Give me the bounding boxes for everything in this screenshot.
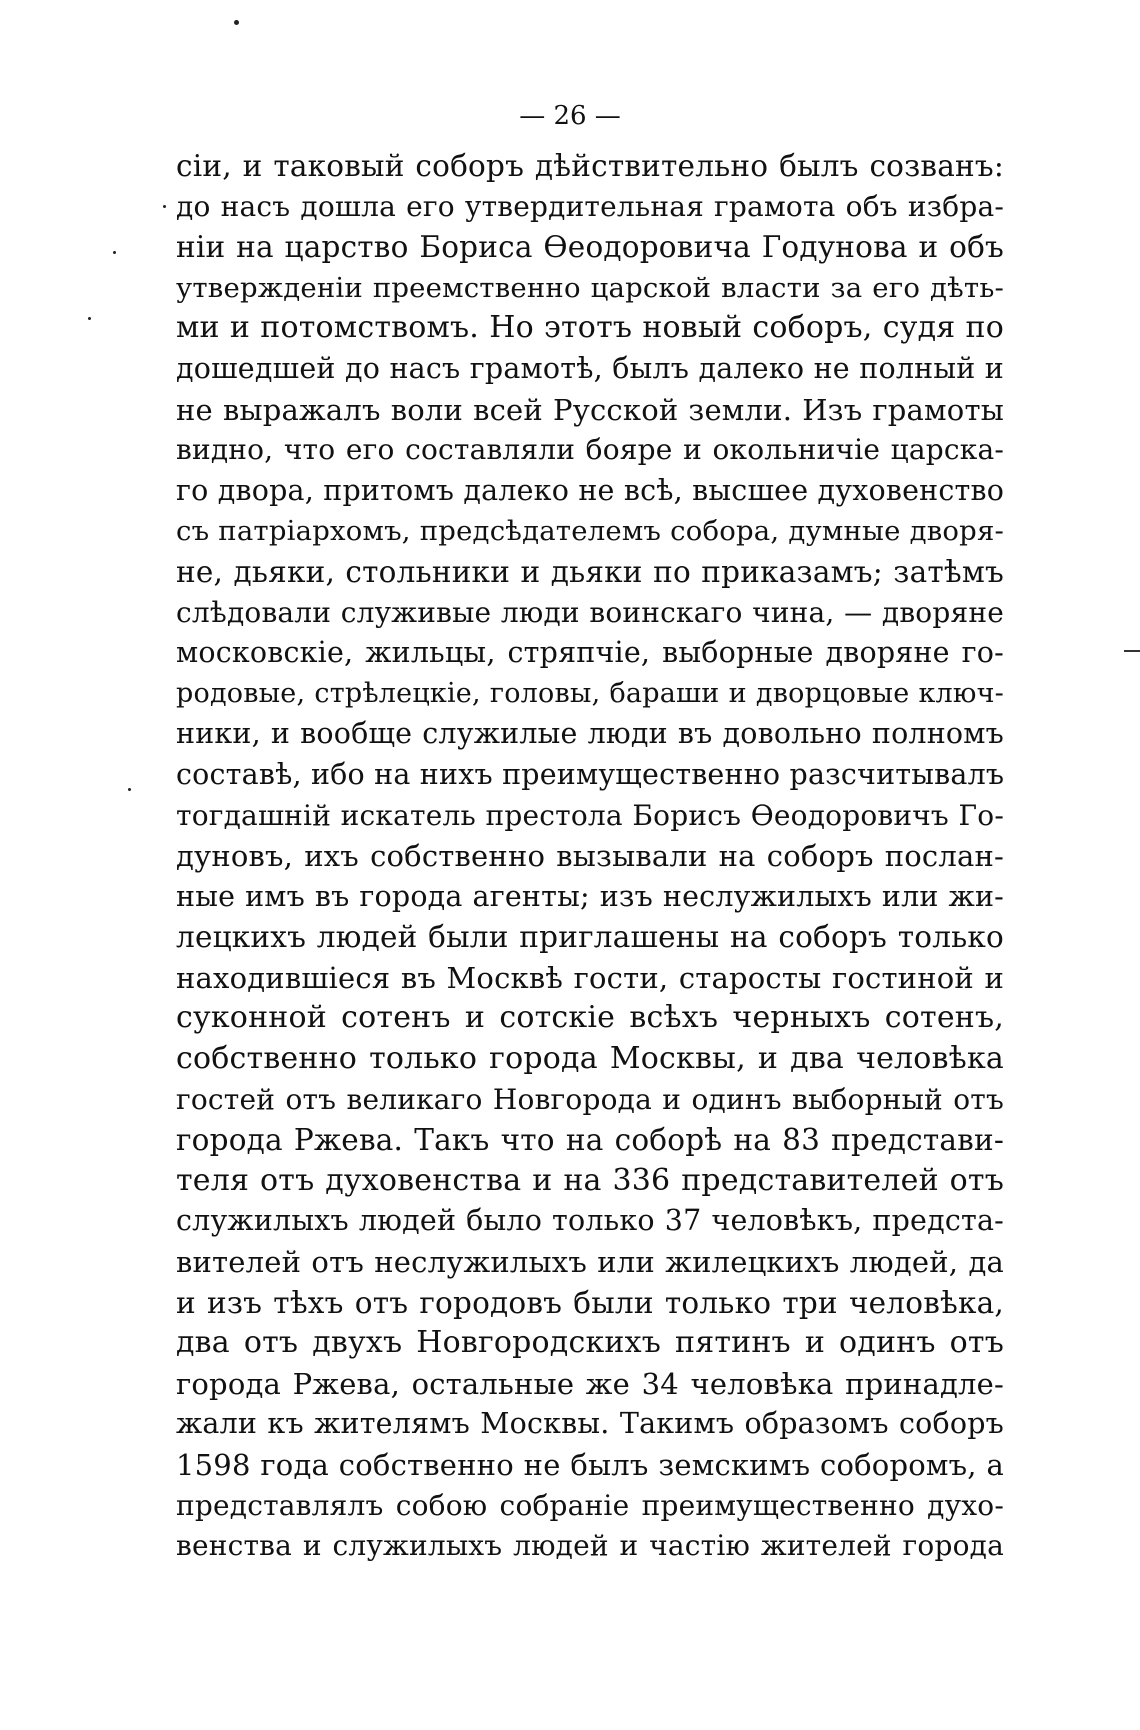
text-line: города Ржева. Такъ что на соборѣ на 83 представи- [176, 1123, 1004, 1158]
text-line: не, дьяки, стольники и дьяки по приказамъ; затѣмъ [176, 554, 1004, 589]
text-line: родовые, стрѣлецкіе, головы, бараши и дворцовые ключ- [176, 677, 1004, 709]
text-line: слѣдовали служивые люди воинскаго чина, — дворяне [176, 595, 1004, 629]
page-number: — 26 — [519, 101, 621, 131]
text-line: жали къ жителямъ Москвы. Такимъ образомъ соборъ [176, 1407, 1004, 1441]
text-line: ми и потомствомъ. Но этотъ новый соборъ, судя по [176, 310, 1004, 346]
body-text [176, 146, 1004, 1567]
text-line: вителей отъ неслужилыхъ или жилецкихъ людей, да [176, 1245, 1004, 1280]
text-line: находившіеся въ Москвѣ гости, старосты гостиной и [176, 960, 1004, 995]
text-line: города Ржева, остальные же 34 человѣка принадле- [176, 1366, 1004, 1401]
text-line: ніи на царство Бориса Ѳеодоровича Годунова и объ [176, 230, 1004, 265]
text-line: собственно только города Москвы, и два человѣка [176, 1041, 1004, 1077]
scan-speck [234, 20, 239, 25]
text-line: ные имъ въ города агенты; изъ неслужилыхъ или жи- [176, 879, 1004, 913]
text-line: дошедшей до насъ грамотѣ, былъ далеко не полный и [176, 351, 1004, 385]
text-line: составѣ, ибо на нихъ преимущественно разсчитывалъ [176, 757, 1005, 791]
text-line: го двора, притомъ далеко не всѣ, высшее духовенство [176, 473, 1005, 507]
scan-speck [113, 251, 116, 254]
text-line: 1598 года собственно не былъ земскимъ соборомъ, а [176, 1448, 1004, 1482]
text-line: служилыхъ людей было только 37 человѣкъ, предста- [176, 1204, 1004, 1238]
text-line: тогдашній искатель престола Борисъ Ѳеодоровичъ Го- [176, 798, 1004, 832]
text-line: гостей отъ великаго Новгорода и одинъ выборный отъ [176, 1082, 1004, 1116]
scan-edge-mark [1124, 650, 1140, 652]
text-line: сіи, и таковый соборъ дѣйствительно былъ созванъ: [176, 149, 1004, 183]
text-line: не выражалъ воли всей Русской земли. Изъ грамоты [176, 392, 1004, 427]
text-line: московскіе, жильцы, стряпчіе, выборные дворяне го- [176, 636, 1004, 670]
text-line: суконной сотенъ и сотскіе всѣхъ черныхъ сотенъ, [176, 1000, 1004, 1036]
text-line: ники, и вообще служилые люди въ довольно полномъ [176, 717, 1004, 751]
scan-speck [163, 205, 166, 208]
text-line: до насъ дошла его утвердительная грамота объ избра- [176, 189, 1004, 223]
text-line: два отъ двухъ Новгородскихъ пятинъ и одинъ отъ [176, 1325, 1004, 1361]
text-line: дуновъ, ихъ собственно вызывали на соборъ послан- [176, 839, 1004, 874]
text-line: теля отъ духовенства и на 336 представителей отъ [176, 1162, 1004, 1198]
text-line: утвержденіи преемственно царской власти за его дѣть- [176, 271, 1004, 304]
text-line: съ патріархомъ, предсѣдателемъ собора, думные дворя- [176, 515, 1004, 548]
text-line: и изъ тѣхъ отъ городовъ были только три человѣка, [176, 1285, 1004, 1320]
text-line: венства и служилыхъ людей и частію жителей города [176, 1529, 1004, 1563]
scan-speck [128, 788, 131, 791]
scan-speck [88, 317, 91, 320]
text-line: представлялъ собою собраніе преимущественно духо- [176, 1488, 1004, 1522]
text-line: видно, что его составляли бояре и окольничіе царска- [176, 433, 1004, 467]
text-line: лецкихъ людей были приглашены на соборъ только [176, 920, 1004, 955]
